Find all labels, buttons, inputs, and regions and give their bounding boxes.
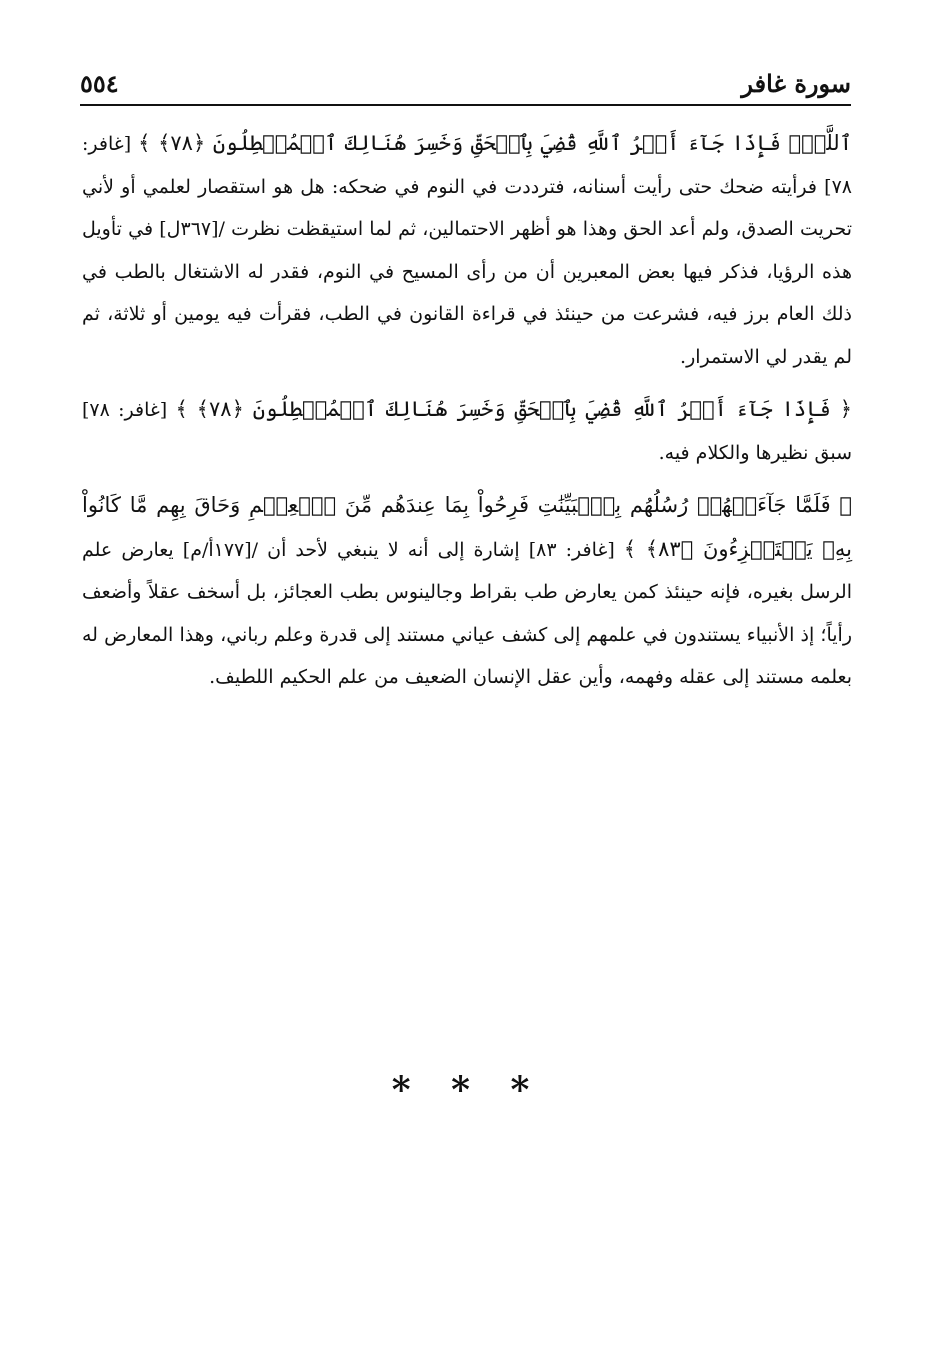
page-header [80,68,851,108]
header-divider [80,104,851,106]
quran-verse: ﴿ فَإِذَا جَآءَ أَمۡرُ ٱللَّهِ قُضِيَ بِٱلۡحَقِّ وَخَسِرَ هُنَالِكَ ٱلۡمُبۡطِلُونَ ﴿٧٨﴾ ﴾ [175,397,853,421]
quran-verse: ﴿ فَلَمَّا جَآءَتۡهُمۡ رُسُلُهُم بِٱلۡبَيِّنَٰتِ فَرِحُواْ بِمَا عِندَهُم مِّنَ ٱلۡعِلۡمِ وَحَاقَ بِهِم مَّا كَانُواْ بِهِۦ يَسۡتَهۡزِءُونَ ﴿٨٣﴾ ﴾ [82,493,852,561]
page-number: ٥٥٤ [80,69,119,98]
section-separator: * * * [391,1069,544,1111]
paragraph [82,122,852,378]
paragraph [82,484,852,699]
paragraph-text: [غافر: ٨٣] إشارة إلى أنه لا ينبغي لأحد أن /[١٧٧أ/م] يعارض علم الرسل بغيره، فإنه حينئذ كمن يعارض طب بقراط وجالينوس بطب العجائز، بل أسخف عقلاً وأضعف رأياً؛ إذ الأنبياء يستندون في علمهم إلى كشف عياني مستند إلى قدرة وعلم رباني، وهذا المعارض له بعلمه مستند إلى عقله وفهمه، وأين عقل الإنسان الضعيف من علم الحكيم اللطيف. [82,538,852,688]
paragraph-text: [غافر: ٧٨] فرأيته ضحك حتى رأيت أسنانه، فترددت في النوم في ضحكه: هل هو استقصار لعلمي أو لأني تحريت الصدق، ولم أعد الحق وهذا هو أظهر الاحتمالين، ثم لما استيقظت نظرت /[٣٦٧ل] في تأويل هذه الرؤيا، فذكر فيها بعض المعبرين أن من رأى المسيح في النوم، فقدر له الاشتغال بالطب في ذلك العام برز فيه، فشرعت من حينئذ في قراءة القانون في الطب، فقرأت فيه يومين أو ثلاثة، ثم لم يقدر لي الاستمرار. [82,133,852,368]
page-body [82,122,852,709]
quran-verse: ٱللَّهِۚ فَإِذَا جَآءَ أَمۡرُ ٱللَّهِ قُضِيَ بِٱلۡحَقِّ وَخَسِرَ هُنَالِكَ ٱلۡمُبۡطِلُونَ ﴿٧٨﴾ ﴾ [138,131,853,155]
paragraph-text: [غافر: ٧٨] سبق نظيرها والكلام فيه. [82,399,852,464]
surah-title: سورة غافر [741,69,851,98]
paragraph [82,388,852,474]
